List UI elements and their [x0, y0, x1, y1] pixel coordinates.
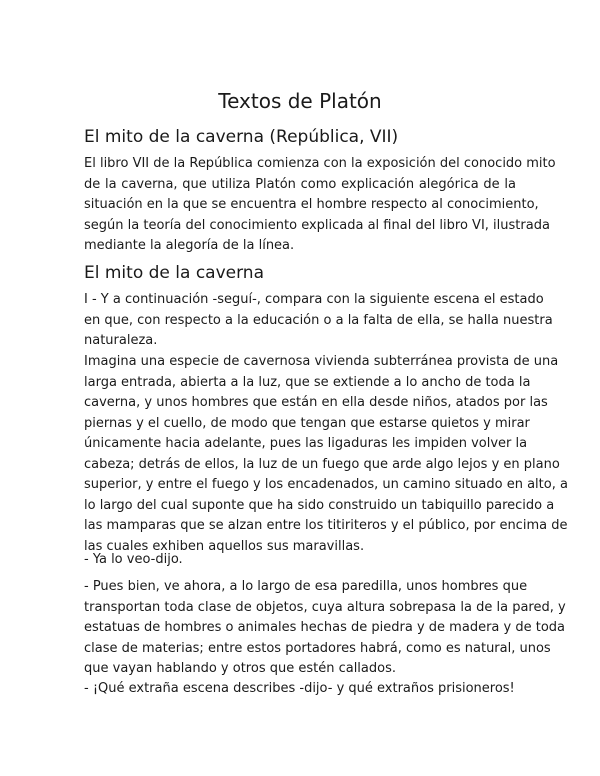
text-line: Imagina una especie de cavernosa vivienda subterránea provista de una: [84, 354, 559, 369]
text-line: cabeza; detrás de ellos, la luz de un fuego que arde algo lejos y en plano: [84, 456, 560, 472]
text-line: únicamente hacia adelante, pues las ligaduras les impiden volver la: [84, 436, 528, 451]
text-line: caverna, y unos hombres que están en ella desde niños, atados por las: [84, 395, 548, 410]
intro-paragraph: [84, 154, 556, 257]
text-line: El libro VII de la República comienza con la exposición del conocido mito: [84, 156, 556, 171]
text-line: clase de materias; entre estos portadores habrá, como es natural, unos: [84, 640, 551, 656]
section-heading-republica: El mito de la caverna (República, VII): [84, 127, 399, 147]
paragraph-cave-description: [84, 352, 568, 557]
text-line: transportan toda clase de objetos, cuya altura sobrepasa la de la pared, y: [84, 599, 566, 615]
text-line: que vayan hablando y otros que estén callados.: [84, 661, 396, 676]
paragraph-wall-bearers: [84, 577, 566, 680]
paragraph-dialogue-1: [84, 550, 516, 571]
text-line: lo largo del cual suponte que ha sido construido un tabiquillo parecido a: [84, 497, 555, 513]
text-line: - ¡Qué extraña escena describes -dijo- y qué extraños prisioneros!: [84, 681, 515, 696]
text-line: en que, con respecto a la educación o a la falta de ella, se halla nuestra: [84, 312, 553, 328]
paragraph-opening: [84, 290, 553, 352]
text-line: mediante la alegoría de la línea.: [84, 238, 295, 253]
text-line: las mamparas que se alzan entre los titiriteros y el público, por encima de: [84, 518, 568, 533]
text-line: naturaleza.: [84, 333, 158, 348]
text-line: estatuas de hombres o animales hechas de piedra y de madera y de toda: [84, 620, 565, 635]
section-heading-mito: El mito de la caverna: [84, 263, 264, 283]
text-line: I - Y a continuación -seguí-, compara con la siguiente escena el estado: [84, 292, 544, 307]
text-line: superior, y entre el fuego y los encadenados, un camino situado en alto, a: [84, 477, 568, 492]
text-line: las cuales exhiben aquellos sus maravillas.: [84, 538, 365, 554]
text-line: de la caverna, que utiliza Platón como explicación alegórica de la: [84, 176, 516, 192]
text-line: larga entrada, abierta a la luz, que se extiende a lo ancho de toda la: [84, 374, 531, 390]
text-line: situación en la que se encuentra el hombre respecto al conocimiento,: [84, 197, 539, 212]
paragraph-dialogue-2: [84, 679, 516, 700]
document-title: Textos de Platón: [218, 89, 382, 113]
text-line: - Ya lo veo-dijo.: [84, 552, 183, 567]
text-line: - Pues bien, ve ahora, a lo largo de esa paredilla, unos hombres que: [84, 579, 528, 594]
text-line: piernas y el cuello, de modo que tengan que estarse quietos y mirar: [84, 415, 530, 431]
text-line: según la teoría del conocimiento explicada al final del libro VI, ilustrada: [84, 217, 550, 233]
